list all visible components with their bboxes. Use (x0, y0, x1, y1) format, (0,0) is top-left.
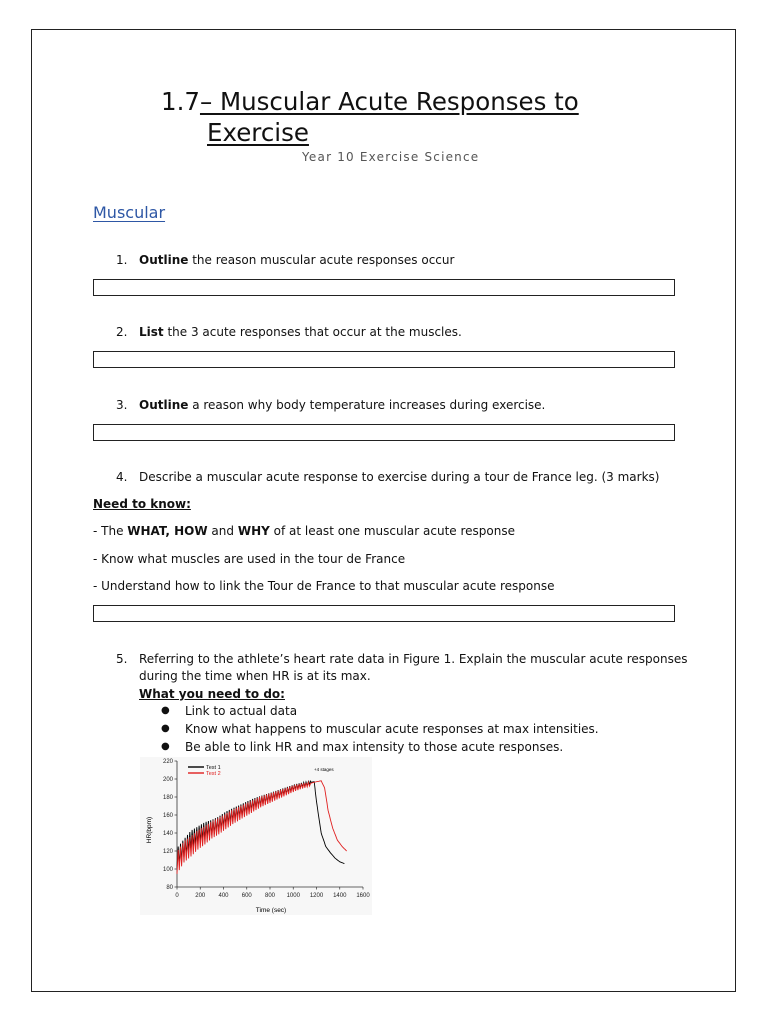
answer-box-4[interactable] (93, 605, 675, 622)
bullet-icon: ● (161, 741, 170, 752)
need-to-know-line-2: - Know what muscles are used in the tour de France (93, 552, 406, 566)
x-tick-label: 800 (264, 893, 276, 899)
x-tick-label: 1400 (333, 893, 347, 899)
y-tick-label: 220 (162, 759, 173, 765)
answer-box-1[interactable] (93, 279, 675, 296)
bullet-icon: ● (161, 723, 170, 734)
question-number: 2. (116, 325, 128, 339)
question-number: 5. (116, 652, 128, 666)
title-text: – Muscular Acute Responses to (199, 87, 579, 116)
x-tick-label: 600 (241, 893, 252, 899)
question-2 (116, 324, 676, 340)
question-text-line-1: Referring to the athlete’s heart rate data in Figure 1. Explain the muscular acute responses (139, 652, 688, 666)
x-tick-label: 1000 (286, 893, 300, 899)
y-axis-label: HR(bpm) (146, 816, 153, 844)
page-subtitle: Year 10 Exercise Science (302, 150, 480, 164)
x-tick-label: 1200 (309, 893, 324, 899)
series-line-test-1 (177, 781, 344, 868)
x-axis-label: Time (sec) (255, 907, 287, 914)
x-tick-label: 200 (195, 893, 206, 899)
page-title-line2: Exercise (207, 118, 309, 147)
question-text: the 3 acute responses that occur at the muscles. (163, 325, 462, 339)
series-line-test-2 (177, 781, 347, 874)
answer-box-3[interactable] (93, 424, 675, 441)
chart-annotation: +4 stages (314, 767, 334, 772)
x-tick-label: 0 (175, 893, 179, 899)
y-tick-label: 140 (162, 831, 173, 837)
title-number: 1.7 (161, 87, 200, 116)
question-number: 4. (116, 470, 128, 484)
question-text: a reason why body temperature increases during exercise. (188, 398, 546, 412)
need-to-know-line-3: - Understand how to link the Tour de France to that muscular acute response (93, 579, 555, 593)
heart-rate-chart-svg (140, 757, 372, 915)
question-text-line-2: during the time when HR is at its max. (139, 669, 371, 683)
y-tick-label: 100 (162, 867, 173, 873)
y-tick-label: 80 (166, 885, 173, 891)
question-verb: Outline (139, 398, 189, 412)
heart-rate-chart (140, 757, 372, 915)
question-text: the reason muscular acute responses occur (188, 253, 455, 267)
legend-label: Test 2 (206, 771, 221, 777)
question-number: 1. (116, 253, 128, 267)
question-5 (116, 651, 688, 685)
y-tick-label: 160 (162, 813, 173, 819)
question-3 (116, 397, 676, 413)
need-to-know-heading: Need to know: (93, 497, 191, 511)
x-tick-label: 400 (218, 893, 229, 899)
need-to-know-line-1: - The WHAT, HOW and WHY of at least one muscular acute response (93, 524, 515, 538)
question-number: 3. (116, 398, 128, 412)
question-text: Describe a muscular acute response to exercise during a tour de France leg. (3 marks) (139, 470, 660, 484)
question-4 (116, 469, 676, 485)
section-heading: Muscular (93, 203, 166, 222)
y-tick-label: 200 (162, 777, 173, 783)
legend-label: Test 1 (206, 765, 221, 771)
y-tick-label: 180 (162, 795, 173, 801)
y-tick-label: 120 (162, 849, 173, 855)
bullet-icon: ● (161, 705, 170, 716)
answer-box-2[interactable] (93, 351, 675, 368)
x-tick-label: 1600 (356, 893, 370, 899)
what-you-need-heading: What you need to do: (139, 687, 285, 701)
question-verb: List (139, 325, 164, 339)
page-title (161, 86, 579, 118)
question-verb: Outline (139, 253, 189, 267)
question-1 (116, 252, 676, 268)
